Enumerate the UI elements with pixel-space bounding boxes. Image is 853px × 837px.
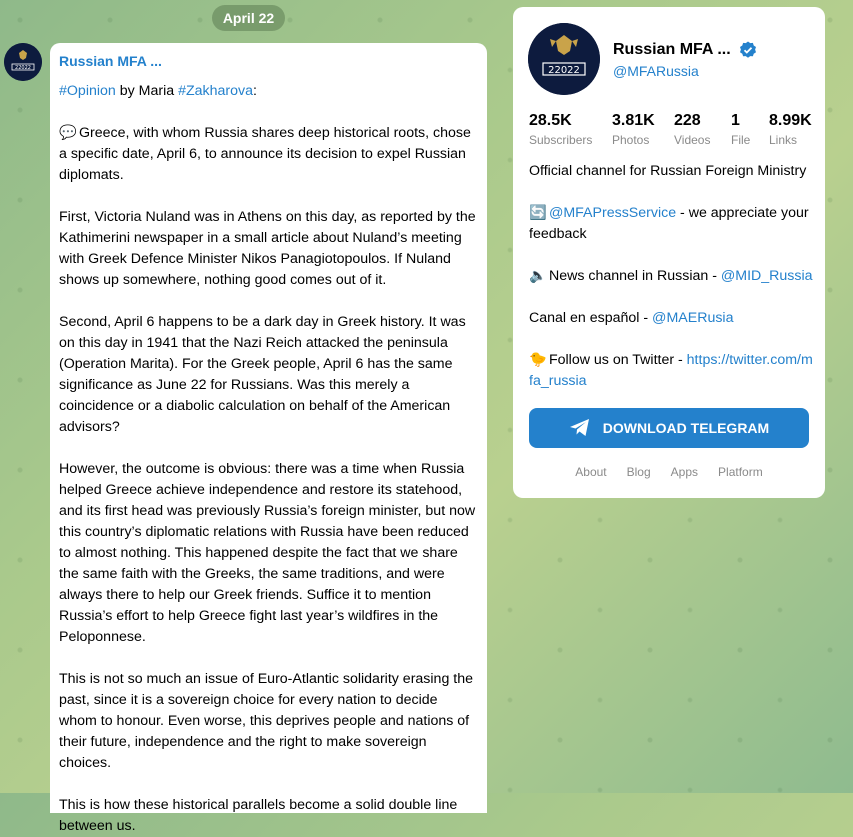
verified-badge-icon <box>739 41 757 59</box>
footer-about-link[interactable]: About <box>575 465 607 479</box>
channel-info-card <box>513 7 825 498</box>
telegram-plane-icon <box>569 418 591 438</box>
hashtag-opinion[interactable]: #Opinion <box>59 83 116 99</box>
intro-colon: : <box>253 83 257 99</box>
mid-russia-link[interactable]: @MID_Russia <box>720 268 813 284</box>
footer-blog-link[interactable]: Blog <box>626 465 651 479</box>
message-paragraph: This is not so much an issue of Euro-Atlantic solidarity erasing the past, since it is a sovereign choice for every nation to decide whom to honour. Even worse, this deprives people and nations of their future, independence and the right to make sovereign choices. <box>59 671 473 771</box>
channel-handle[interactable]: @MFARussia <box>613 63 699 79</box>
spanish-channel-line: Canal en español - @MAERusia <box>529 310 734 326</box>
speaker-icon: 🔈 <box>529 268 547 284</box>
press-service-line: 🔄 @MFAPressService - we appreciate your feedback <box>529 205 809 242</box>
channel-name: Russian MFA ... <box>613 41 731 58</box>
twitter-line: 🐤 Follow us on Twitter - https://twitter.com/mfa_russia <box>529 352 813 389</box>
message-paragraph: However, the outcome is obvious: there was a time when Russia helped Greece achieve independence and restore its statehood, and its first head was previously Russia’s foreign minister, but now this country’s diplomatic relations with Russia have been reduced to almost nothing. This happened despite the fact that we share the same faith with the Greeks, the same traditions, and were always there to help our Greek friends. Suffice it to mention Russia’s effort to help Greece fight last year’s wildfires in the Peloponnese. <box>59 461 476 645</box>
footer-platform-link[interactable]: Platform <box>718 465 763 479</box>
footer-apps-link[interactable]: Apps <box>670 465 699 479</box>
chick-icon: 🐤 <box>529 352 547 368</box>
channel-title <box>613 41 757 59</box>
stat-videos[interactable]: 228 Videos <box>674 112 711 147</box>
description-text: Official channel for Russian Foreign Ministry <box>529 163 807 179</box>
mfa-emblem-large-icon <box>528 23 600 95</box>
mfa-emblem-icon <box>4 43 42 81</box>
stat-subscribers[interactable]: 28.5K Subscribers <box>529 112 593 147</box>
avatar-text: 22022 <box>548 65 580 76</box>
stat-photos[interactable]: 3.81K Photos <box>612 112 655 147</box>
press-service-link[interactable]: @MFAPressService <box>548 205 677 221</box>
message-bubble <box>50 43 487 834</box>
channel-stats <box>529 111 811 149</box>
channel-avatar <box>528 23 600 95</box>
date-pill: April 22 <box>212 5 285 31</box>
download-telegram-button[interactable] <box>529 408 809 448</box>
stat-links[interactable]: 8.99K Links <box>769 112 812 147</box>
download-label: DOWNLOAD TELEGRAM <box>602 420 770 436</box>
speech-bubble-icon: 💬 <box>59 125 77 141</box>
footer-links <box>513 465 825 479</box>
message-intro <box>59 81 477 102</box>
channel-avatar-small[interactable] <box>4 43 42 81</box>
message-paragraph: First, Victoria Nuland was in Athens on this day, as reported by the Kathimerini newspaper in a small article about Nuland’s meeting with Greek Defence Minister Nikos Panagiotopoulos. If Nuland shows up somewhere, nothing good comes out of it. <box>59 209 476 288</box>
stat-file[interactable]: 1 File <box>731 112 751 147</box>
message-author[interactable]: Russian MFA ... <box>59 53 162 69</box>
message-paragraph: 💬 Greece, with whom Russia shares deep historical roots, chose a specific date, April 6, to announce its decision to expel Russian diplomats. <box>59 125 471 183</box>
message-paragraph: Second, April 6 happens to be a dark day in Greek history. It was on this day in 1941 that the Nazi Reich attacked the peninsula (Operation Marita). For the Greek people, April 6 has the same significance as June 22 for Russians. Was this merely a coincidence or a diabolic calculation on behalf of the American advisors? <box>59 314 466 435</box>
message-paragraph: This is how these historical parallels become a solid double line between us. <box>59 797 458 834</box>
twitter-link[interactable]: https://twitter.com/mfa_russia <box>529 352 813 389</box>
news-channel-line: 🔈 News channel in Russian - @MID_Russia <box>529 266 814 287</box>
hashtag-zakharova[interactable]: #Zakharova <box>178 83 254 99</box>
channel-description <box>529 161 814 413</box>
maerusia-link[interactable]: @MAERusia <box>652 310 734 326</box>
by-text: by Maria <box>115 83 179 99</box>
avatar-small-text: 22022 <box>15 65 31 71</box>
refresh-icon: 🔄 <box>529 205 547 221</box>
